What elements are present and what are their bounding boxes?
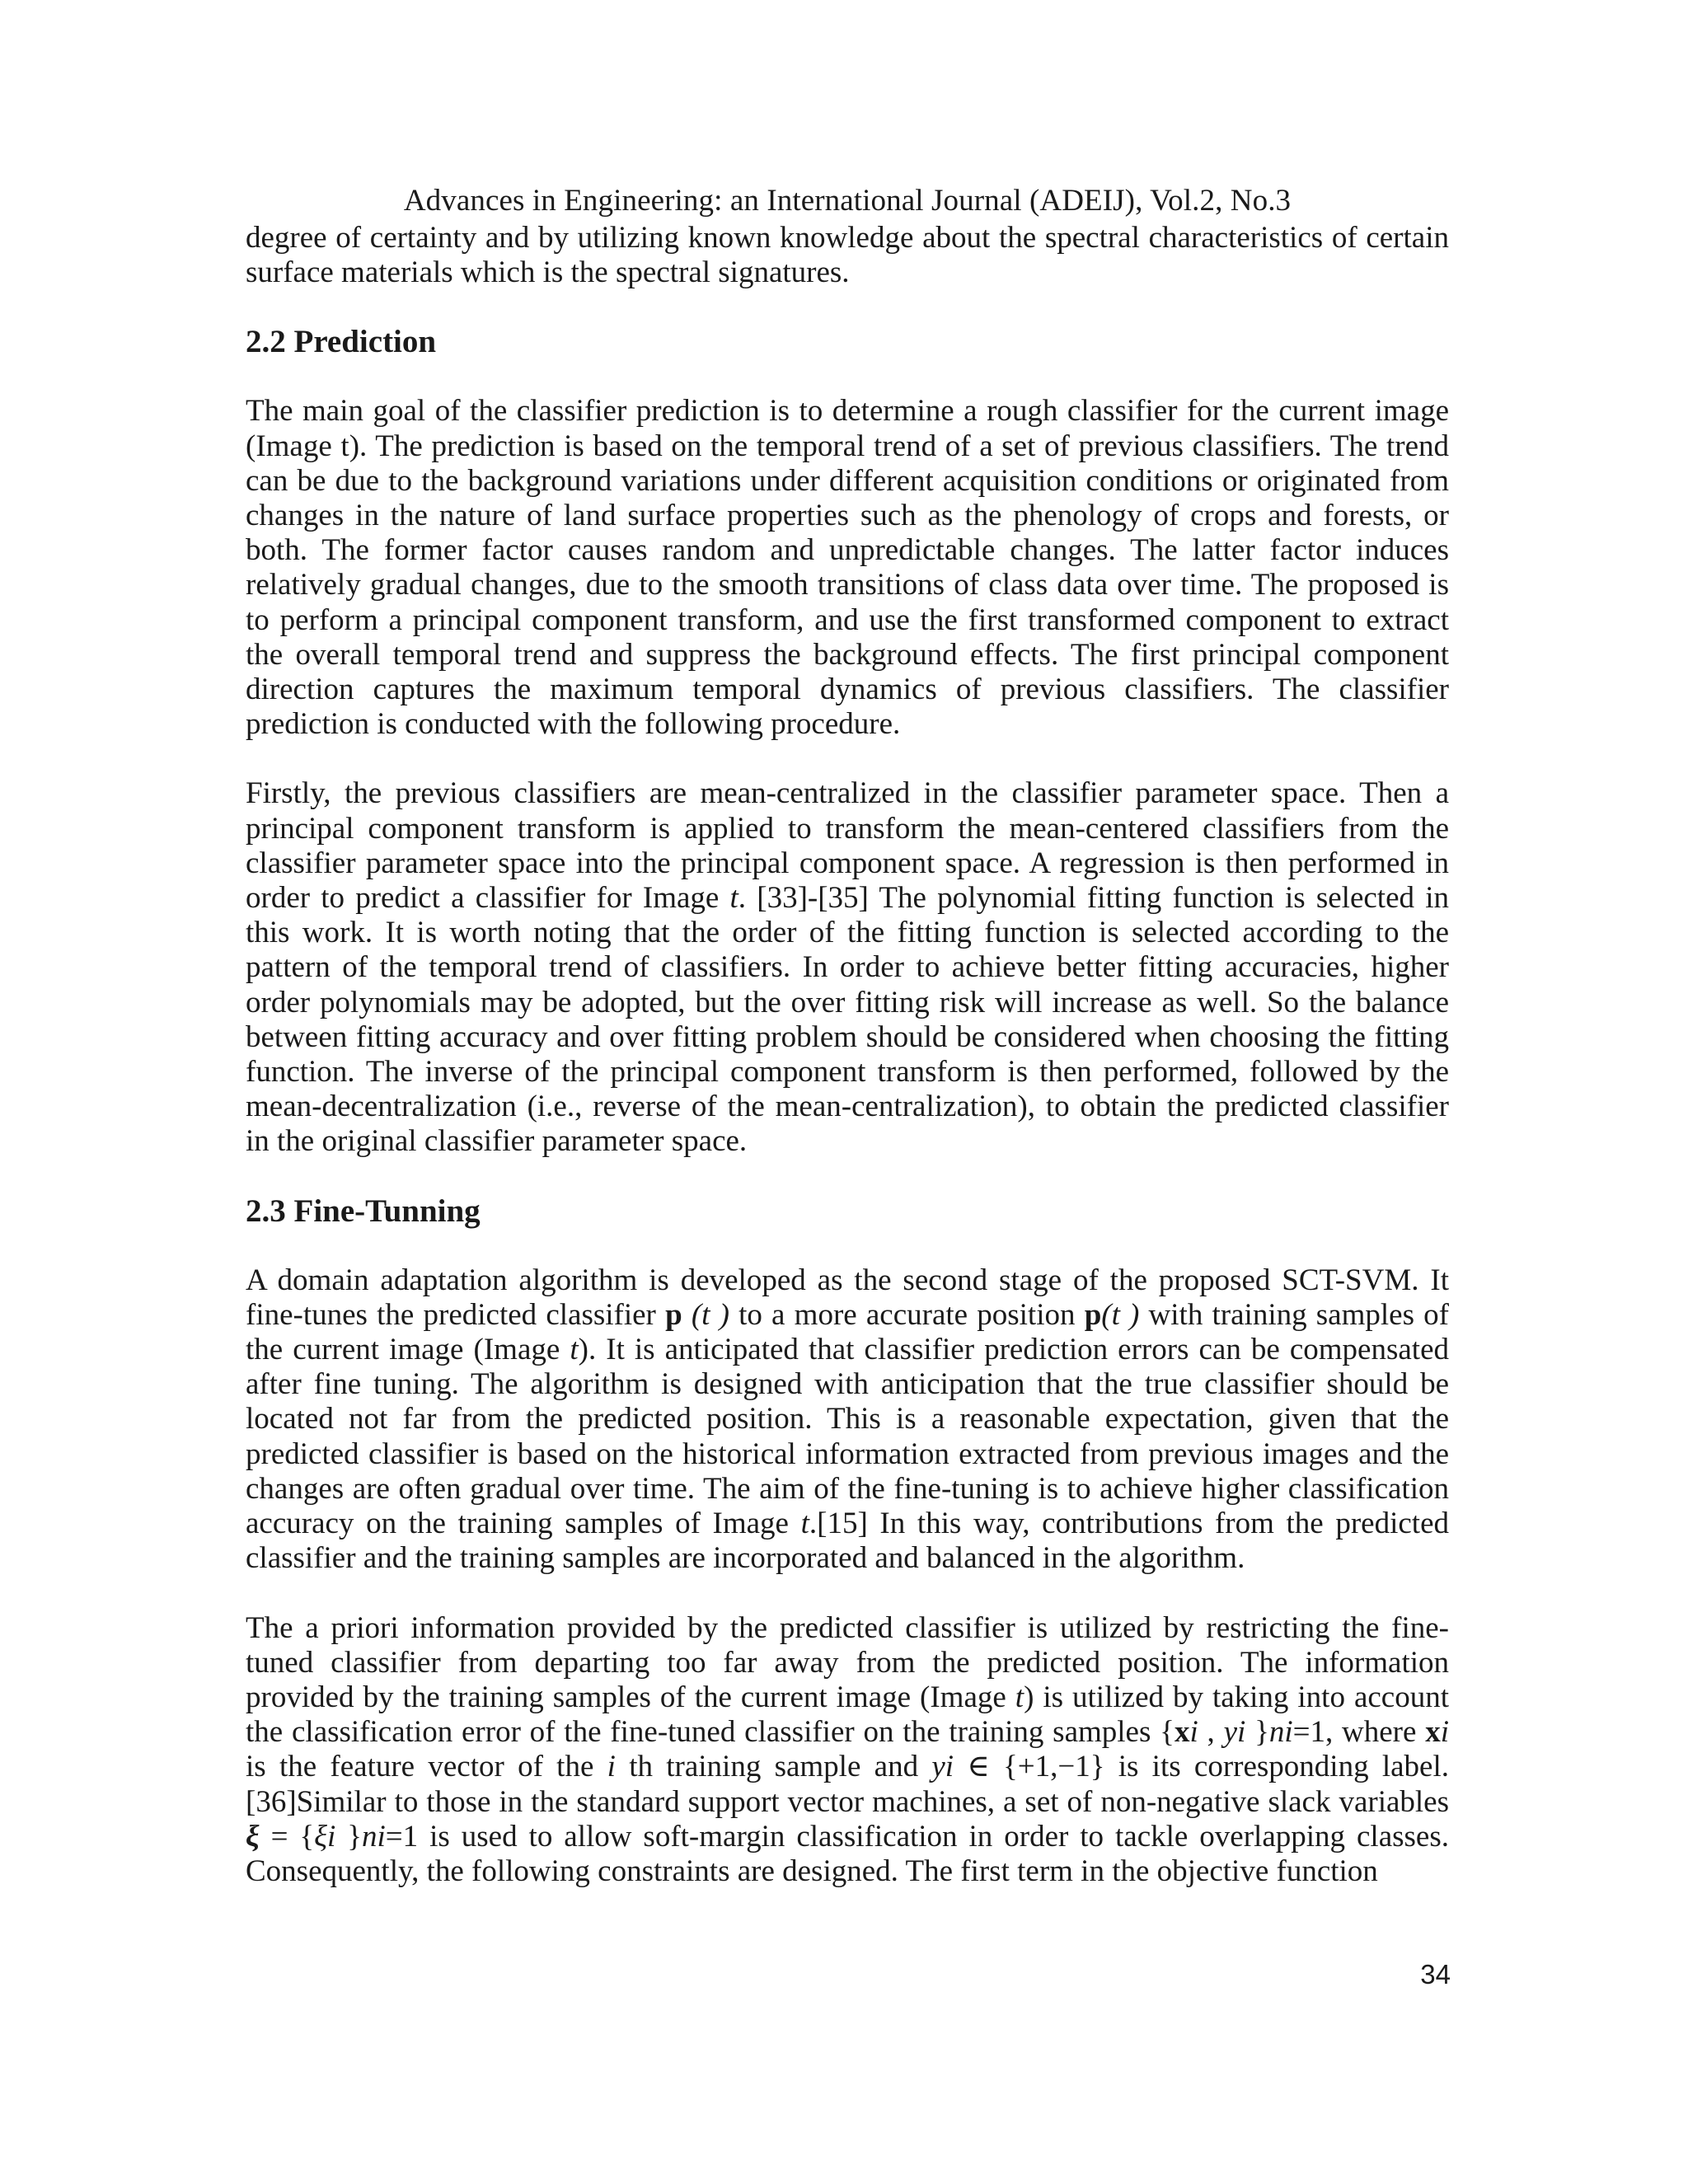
text-run: ,: [1198, 1715, 1224, 1750]
text-run: Firstly, the previous classifiers are mean-centralized in the classifier parameter space. Then a principal component transform is applied to transform the mean-centered classifiers from the classifier parameter space into the principal component space. A regression is then performed in order to predict a classifier for Image: [246, 776, 1449, 916]
running-head: Advances in Engineering: an International Journal (ADEIJ), Vol.2, No.3: [403, 184, 1292, 218]
math-var-yi: yi: [931, 1750, 954, 1784]
text-run: The a priori information provided by the predicted classifier is utilized by restricting the fine-tuned classifier from departing too far away from the predicted position. The information provided by the training samples of the current image (Image: [246, 1610, 1449, 1714]
math-index-ni: ni: [362, 1819, 386, 1854]
prediction-paragraph-2: [246, 776, 1449, 1159]
math-var-yi: yi: [1223, 1715, 1246, 1750]
text-run: ∈ {+1,−1} is its corresponding label. [36]Similar to those in the standard support vector machines, a set of non-negative slack variables: [246, 1750, 1449, 1819]
text-run: ) is utilized by taking into account the classification error of the fine-tuned classifier on the training samples {: [246, 1680, 1449, 1750]
text-run: with training samples of the current image (Image: [246, 1297, 1449, 1367]
math-arg-t: (t ): [1101, 1297, 1140, 1332]
math-var-t: t: [800, 1507, 809, 1541]
math-vector-x: x: [1174, 1715, 1190, 1750]
fine-tunning-paragraph-2: [246, 1611, 1449, 1890]
math-var-xii: ξi: [314, 1819, 336, 1854]
text-run: ). It is anticipated that classifier prediction errors can be compensated after fine tuning. The algorithm is designed with anticipation that the true classifier should be located not far from the predicted position. This is a reasonable expectation, given that the predicted classifier is based on the historical information extracted from previous images and the changes are often gradual over time. The aim of the fine-tuning is to achieve higher classification accuracy on the training samples of Image: [246, 1333, 1449, 1541]
text-run: }: [335, 1819, 363, 1854]
page-body: [246, 183, 1449, 1889]
page-number: 34: [1420, 1959, 1451, 1990]
math-var-t: t: [729, 881, 738, 916]
math-var-t: t: [570, 1333, 579, 1367]
text-run: .[15] In this way, contributions from the predicted classifier and the training samples are incorporated and balanced in the algorithm.: [246, 1507, 1450, 1576]
text-run: th training sample and: [615, 1750, 932, 1784]
math-index-i: i: [607, 1750, 616, 1784]
text-run: to a more accurate position: [729, 1297, 1085, 1332]
text-run: =1, where: [1292, 1715, 1426, 1750]
math-var-t: t: [1015, 1680, 1025, 1714]
text-run: A domain adaptation algorithm is developed as the second stage of the proposed SCT-SVM. It fine-tunes the predicted classifier: [246, 1263, 1449, 1332]
section-heading-fine-tunning: 2.3 Fine-Tunning: [246, 1193, 481, 1229]
text-run: =1 is used to allow soft-margin classification in order to tackle overlapping classes. Consequently, the following constraints are designed. The first term in the objective function: [246, 1819, 1449, 1888]
math-arg-t: (t ): [682, 1297, 729, 1332]
math-index-ni: ni: [1268, 1715, 1293, 1750]
math-index-i: i: [1440, 1715, 1449, 1750]
prediction-paragraph-1: The main goal of the classifier prediction is to determine a rough classifier for the current image (Image t). The prediction is based on the temporal trend of a set of previous classifiers. The trend can be due to the background variations under different acquisition conditions or originated from changes in the nature of land surface properties such as the phenology of crops and forests, or both. The former factor causes random and unpredictable changes. The latter factor induces relatively gradual changes, due to the smooth transitions of class data over time. The proposed is to perform a principal component transform, and use the first transformed component to extract the overall temporal trend and suppress the background effects. The first principal component direction captures the maximum temporal dynamics of previous classifiers. The classifier prediction is conducted with the following procedure.: [246, 394, 1449, 742]
math-index-i: i: [1189, 1715, 1198, 1750]
fine-tunning-paragraph-1: [246, 1263, 1449, 1577]
text-run: = {: [259, 1819, 315, 1854]
text-run: is the feature vector of the: [246, 1750, 607, 1784]
text-run: . [33]-[35] The polynomial fitting function is selected in this work. It is worth noting that the order of the fitting function is selected according to the pattern of the temporal trend of classifiers. In order to achieve better fitting accuracies, higher order polynomials may be adopted, but the over fitting risk will increase as well. So the balance between fitting accuracy and over fitting problem should be considered when choosing the fitting function. The inverse of the principal component transform is then performed, followed by the mean-decentralization (i.e., reverse of the mean-centralization), to obtain the predicted classifier in the original classifier parameter space.: [246, 881, 1449, 1159]
math-vector-p: p: [665, 1297, 682, 1332]
math-vector-xi: ξ: [246, 1819, 260, 1854]
intro-continuation-paragraph: degree of certainty and by utilizing known knowledge about the spectral characteristics of certain surface materials which is the spectral signatures.: [246, 221, 1449, 290]
text-run: }: [1245, 1715, 1269, 1750]
section-heading-prediction: 2.2 Prediction: [246, 324, 437, 360]
math-vector-x: x: [1425, 1715, 1441, 1750]
math-vector-p: p: [1084, 1297, 1102, 1332]
